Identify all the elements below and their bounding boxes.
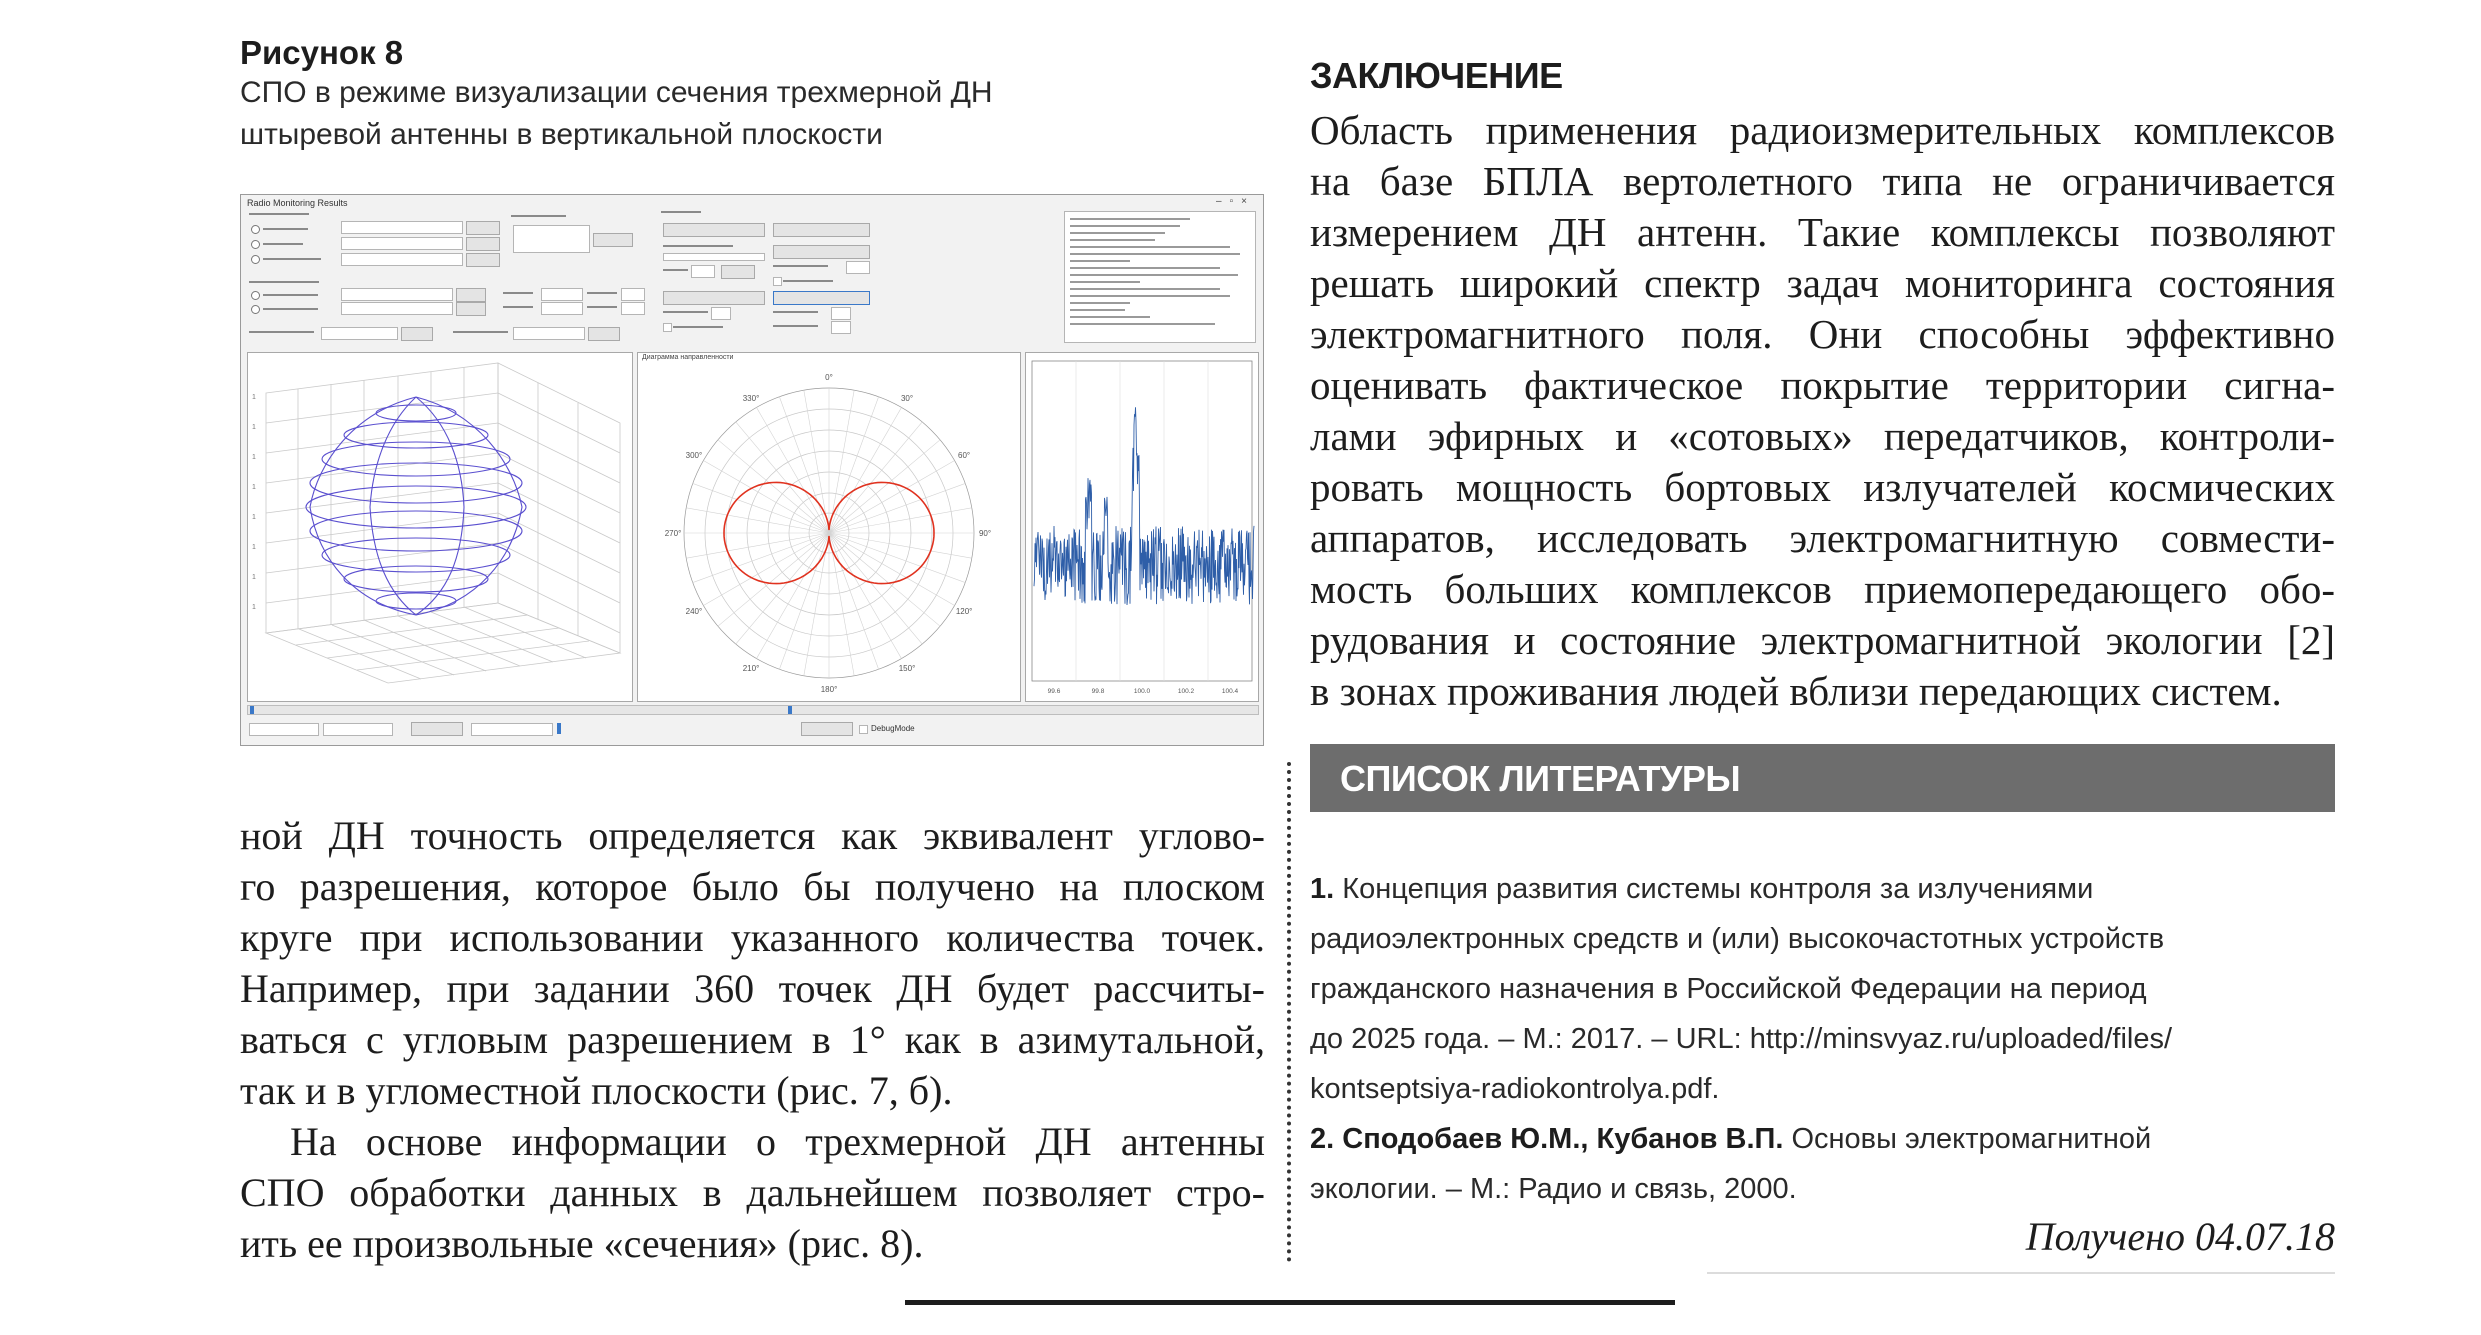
radio-option[interactable] xyxy=(251,240,260,249)
body-text-line: так и в угломестной плоскости (рис. 7, б). xyxy=(240,1068,953,1113)
conclusion-line: решать широкий спектр задач мониторинга состояния xyxy=(1310,260,2335,306)
svg-text:1: 1 xyxy=(252,604,256,611)
conclusion-heading: ЗАКЛЮЧЕНИЕ xyxy=(1310,55,1563,96)
polar-angle-label: 180° xyxy=(820,685,838,694)
body-text-line: ить ее произвольные «сечения» (рис. 8). xyxy=(240,1221,924,1266)
browse-button[interactable] xyxy=(401,327,433,341)
position-marker[interactable] xyxy=(557,723,561,734)
file-path-field[interactable] xyxy=(341,237,463,250)
debug-checkbox-label: DebugMode xyxy=(871,724,915,733)
references-heading: СПИСОК ЛИТЕРАТУРЫ xyxy=(1340,758,1741,799)
polar-pattern-plot[interactable] xyxy=(637,352,1021,702)
select-button[interactable] xyxy=(411,722,463,736)
field-label xyxy=(773,325,818,327)
body-text-line: На основе информации о трехмерной ДН антенны xyxy=(290,1119,1265,1164)
build-pattern-button[interactable] xyxy=(663,291,765,305)
group-label xyxy=(249,213,309,215)
svg-text:1: 1 xyxy=(252,454,256,461)
body-text-line: Например, при задании 360 точек ДН будет рассчиты- xyxy=(240,966,1265,1011)
conclusion-line: оценивать фактическое покрытие территории сигна- xyxy=(1310,362,2335,408)
reference-1-line: до 2025 года. – М.: 2017. – URL: http://minsvyaz.ru/uploaded/files/ xyxy=(1310,1023,2173,1055)
scroll-thumb[interactable] xyxy=(788,706,792,714)
elevation-field[interactable] xyxy=(831,321,851,334)
notes-field[interactable] xyxy=(513,225,590,253)
polar-angle-label: 60° xyxy=(958,451,971,460)
radio-label xyxy=(263,308,318,310)
body-text-line: ваться с угловым разрешением в 1° как в азимутальной, xyxy=(240,1017,1265,1062)
polar-angle-label: 240° xyxy=(685,607,703,616)
reference-1 xyxy=(1310,873,2093,906)
spectrum-tick-label: 100.0 xyxy=(1133,688,1151,695)
field-label xyxy=(587,292,617,294)
figure-caption-line: штыревой антенны в вертикальной плоскости xyxy=(240,118,883,151)
spectrum-plot-svg xyxy=(1026,353,1258,701)
conclusion-line: в зонах проживания людей вблизи передающих систем. xyxy=(1310,668,2282,714)
radio-option[interactable] xyxy=(251,305,260,314)
select-button[interactable] xyxy=(593,233,633,247)
checkbox[interactable] xyxy=(663,323,672,332)
radio-label xyxy=(263,294,318,296)
spectrum-tick-label: 100.2 xyxy=(1177,688,1195,695)
file-path-field[interactable] xyxy=(341,253,463,266)
received-date: Получено 04.07.18 xyxy=(2025,1214,2335,1259)
timeline-scrollbar[interactable] xyxy=(247,705,1259,715)
file-path-field[interactable] xyxy=(341,288,453,301)
goto-button[interactable] xyxy=(801,722,853,736)
reference-text: Концепция развития системы контроля за излучениями xyxy=(1342,873,2094,905)
figure-caption-line: СПО в режиме визуализации сечения трехмерной ДН xyxy=(240,76,993,109)
field-label xyxy=(663,269,688,271)
reference-1-line: радиоэлектронных средств и (или) высокочастотных устройств xyxy=(1310,923,2165,955)
reference-1-line: гражданского назначения в Российской Федерации на период xyxy=(1310,973,2147,1005)
body-text-line: круге при использовании указанного количества точек. xyxy=(240,915,1265,960)
spectrum-tick-label: 100.4 xyxy=(1221,688,1239,695)
body-text-line: го разрешения, которое было бы получено на плоском xyxy=(240,864,1265,909)
browse-button[interactable] xyxy=(456,288,486,302)
scroll-thumb[interactable] xyxy=(250,706,254,714)
spectrum-tick-label: 99.8 xyxy=(1091,688,1105,695)
browse-button[interactable] xyxy=(466,253,500,267)
body-text-line: ной ДН точность определяется как эквивалент углово- xyxy=(240,813,1265,858)
group-label xyxy=(661,211,701,213)
reference-authors: Сподобаев Ю.М., Кубанов В.П. xyxy=(1342,1123,1784,1155)
polar-angle-label: 150° xyxy=(898,664,916,674)
polar-angle-label: 330° xyxy=(742,393,760,403)
window-title: Radio Monitoring Results xyxy=(247,198,348,208)
level-slider[interactable] xyxy=(663,253,765,261)
polar-angle-label: 30° xyxy=(900,393,914,403)
page-rule xyxy=(905,1300,1675,1305)
radio-label xyxy=(263,243,303,245)
field-label xyxy=(773,265,828,267)
field-label xyxy=(587,306,617,308)
svg-text:1: 1 xyxy=(252,544,256,551)
reference-2-line: экологии. – М.: Радио и связь, 2000. xyxy=(1310,1173,1797,1205)
polar-plot-svg xyxy=(638,353,1020,701)
polar-angle-label: 300° xyxy=(685,451,703,460)
reference-2 xyxy=(1310,1123,2151,1156)
browse-button[interactable] xyxy=(466,221,500,235)
polar-angle-label: 210° xyxy=(742,664,760,674)
radio-label xyxy=(263,258,321,260)
browse-button[interactable] xyxy=(456,302,486,316)
debug-checkbox[interactable] xyxy=(859,725,868,734)
start-time-field[interactable] xyxy=(249,723,319,736)
time-field[interactable] xyxy=(471,723,553,736)
sphere-plot-svg xyxy=(248,353,632,701)
conclusion-line: на базе БПЛА вертолетного типа не ограничивается xyxy=(1310,158,2335,204)
conclusion-line: рудования и состояние электромагнитной экологии [2] xyxy=(1310,617,2335,663)
browse-button[interactable] xyxy=(588,327,620,341)
field-label xyxy=(249,331,314,333)
body-text-line: СПО обработки данных в дальнейшем позволяет стро- xyxy=(240,1170,1265,1215)
reference-number: 2. xyxy=(1310,1123,1335,1155)
points-field[interactable] xyxy=(711,307,731,320)
power-field[interactable] xyxy=(541,302,583,315)
reference-text: Основы электромагнитной xyxy=(1783,1123,2152,1155)
spectrum-tick-label: 99.6 xyxy=(1047,688,1061,695)
folder-path-field[interactable] xyxy=(321,327,398,340)
radio-option[interactable] xyxy=(251,291,260,300)
file-path-field[interactable] xyxy=(341,221,463,234)
conclusion-line: ровать мощность бортовых излучателей космических xyxy=(1310,464,2335,510)
svg-text:1: 1 xyxy=(252,424,256,431)
checkbox[interactable] xyxy=(773,277,782,286)
calc-pattern-button[interactable] xyxy=(773,291,870,305)
group-label xyxy=(249,281,319,283)
references-header-bar xyxy=(1310,744,2335,812)
pattern-button[interactable] xyxy=(773,245,870,259)
svg-text:1: 1 xyxy=(252,574,256,581)
browse-button[interactable] xyxy=(466,237,500,251)
column-divider xyxy=(1287,762,1291,1262)
polar-angle-label: 270° xyxy=(664,529,682,538)
conclusion-line: мость больших комплексов приемопередающего обо- xyxy=(1310,566,2335,612)
polar-angle-label: 90° xyxy=(978,529,992,538)
figure-screenshot xyxy=(240,194,1264,746)
pattern-3d-plot[interactable] xyxy=(247,352,633,702)
step-button[interactable] xyxy=(721,265,755,279)
end-time-field[interactable] xyxy=(323,723,393,736)
folder-path-field[interactable] xyxy=(513,327,585,340)
field-label xyxy=(453,331,508,333)
value-field[interactable] xyxy=(621,302,645,315)
field-label xyxy=(663,311,708,313)
radio-option[interactable] xyxy=(251,225,260,234)
checkbox-label xyxy=(783,280,833,282)
field-label xyxy=(663,245,733,247)
checkbox-label xyxy=(673,326,723,328)
window-controls: –▫× xyxy=(1216,196,1255,207)
reference-number: 1. xyxy=(1310,873,1335,905)
save-buffer-button[interactable] xyxy=(773,223,870,237)
log-output xyxy=(1064,211,1256,343)
field-label xyxy=(511,215,566,217)
field-label xyxy=(503,292,533,294)
svg-text:1: 1 xyxy=(252,484,256,491)
load-data-button[interactable] xyxy=(663,223,765,237)
field-label xyxy=(503,306,533,308)
frequency-field[interactable] xyxy=(541,288,583,301)
reference-1-line: kontseptsiya-radiokontrolya.pdf. xyxy=(1310,1073,1720,1105)
figure-label: Рисунок 8 xyxy=(240,34,404,71)
conclusion-line: измерением ДН антенн. Такие комплексы позволяют xyxy=(1310,209,2335,255)
polar-tab[interactable]: Диаграмма направленности xyxy=(642,354,734,361)
svg-text:1: 1 xyxy=(252,394,256,401)
sphere-wireframe xyxy=(306,397,526,615)
svg-text:1: 1 xyxy=(252,514,256,521)
spectrum-plot[interactable] xyxy=(1025,352,1259,702)
step-field[interactable] xyxy=(691,265,715,278)
value-field[interactable] xyxy=(621,288,645,301)
conclusion-line: Область применения радиоизмерительных комплексов xyxy=(1310,107,2335,153)
polar-angle-label: 0° xyxy=(825,373,833,382)
angle-field[interactable] xyxy=(846,261,870,274)
radio-label xyxy=(263,228,308,230)
file-path-field[interactable] xyxy=(341,302,453,315)
conclusion-line: лами эфирных и «сотовых» передатчиков, контроли- xyxy=(1310,413,2335,459)
conclusion-line: электромагнитного поля. Они способны эффективно xyxy=(1310,311,2335,357)
radio-option[interactable] xyxy=(251,255,260,264)
rule xyxy=(1707,1272,2335,1274)
polar-angle-label: 120° xyxy=(955,607,973,616)
conclusion-line: аппаратов, исследовать электромагнитную совмести- xyxy=(1310,515,2335,561)
field-label xyxy=(773,311,818,313)
azimuth-field[interactable] xyxy=(831,307,851,320)
